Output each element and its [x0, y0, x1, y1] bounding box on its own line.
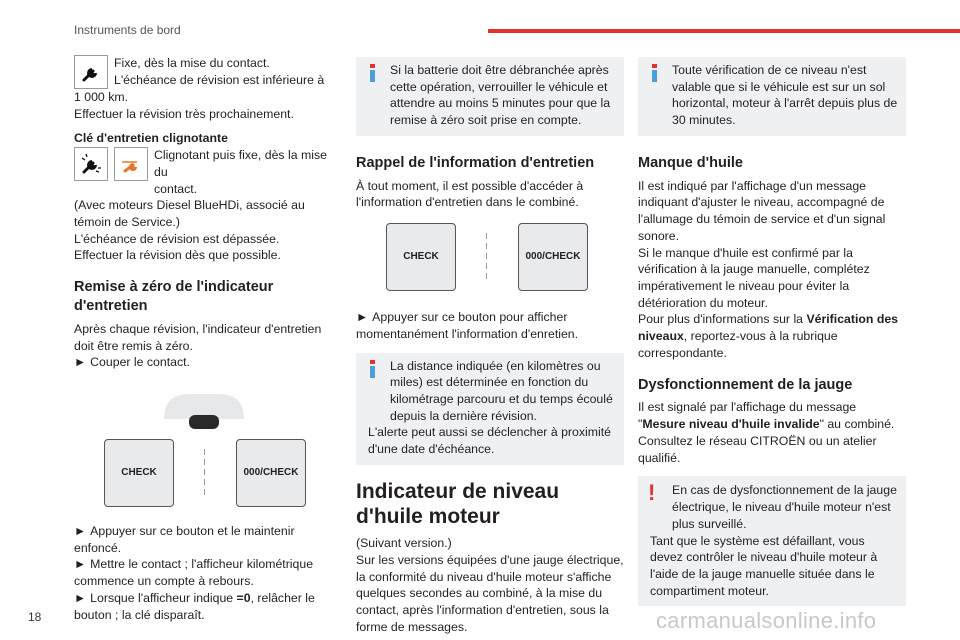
blinking-wrench-icon: [74, 147, 108, 181]
orange-wrench-icon: [114, 147, 148, 181]
column-3: [638, 55, 906, 606]
text: À tout moment, il est possible d'accéder à l'information d'entretien dans le combiné.: [356, 178, 584, 210]
arrow-icon: ►: [74, 557, 87, 572]
text: Pour plus d'informations sur la Vérification des niveaux, reportez-vous à la rubrique correspondante.: [638, 312, 899, 360]
note-text: Si la batterie doit être débranchée après cette opération, verrouiller le véhicule et attendre au moins 5 minutes pour que la remise à zéro soit prise en compte.: [390, 63, 611, 128]
text: Il est indiqué par l'affichage d'un message indiquant d'ajuster le niveau, accompagné de l'allumage du témoin de service et d'un signal sonore.: [638, 178, 886, 243]
instrument-cluster-illustration: [74, 381, 342, 515]
page-number: 18: [28, 610, 42, 624]
display-000-check: 000/CHECK: [236, 439, 306, 507]
note-text: La distance indiquée (en kilomètres ou miles) est déterminée en fonction du kilométrage parcouru et du temps écoulé depuis la dernière révision.: [390, 358, 613, 423]
fixed-wrench-block: [74, 55, 342, 89]
text: contact.: [154, 181, 198, 196]
step: ► Appuyer sur ce bouton pour afficher momentanément l'information d'enretien.: [356, 310, 579, 341]
column-2: [356, 55, 624, 636]
blinking-wrench-block: [74, 147, 342, 197]
info-icon: [365, 360, 381, 378]
text: Effectuer la révision très prochainement.: [74, 106, 294, 121]
warning-note-gauge: [638, 476, 906, 606]
note-text: L'alerte peut aussi se déclencher à proximité d'une date d'échéance.: [368, 425, 611, 457]
step: ► Couper le contact.: [74, 355, 190, 370]
text: 1 000 km.: [74, 90, 128, 104]
separator: [486, 233, 487, 283]
text: (Suivant version.): [356, 536, 452, 551]
warning-icon: !: [648, 480, 656, 506]
wrench-icon: [74, 55, 108, 89]
column-1: [74, 55, 342, 623]
text: Effectuer la révision dès que possible.: [74, 248, 281, 263]
text: Après chaque révision, l'indicateur d'entretien doit être remis à zéro.: [74, 321, 322, 353]
arrow-icon: ►: [74, 590, 87, 605]
running-header: Instruments de bord: [74, 23, 181, 37]
note-text: Toute vérification de ce niveau n'est valable que si le véhicule est sur un sol horizontal, moteur à l'arrêt depuis plus de 30 minutes.: [672, 63, 898, 128]
text: Fixe, dès la mise du contact.: [114, 56, 270, 70]
info-note-battery: [356, 57, 624, 136]
section-heading-oil-level: Indicateur de niveau d'huile moteur: [356, 479, 560, 529]
section-heading-gauge-fault: Dysfonctionnement de la jauge: [638, 376, 853, 393]
step: ► Lorsque l'afficheur indique =0, relâcher le bouton ; la clé disparaît.: [74, 590, 315, 622]
note-text: Tant que le système est défaillant, vous devez contrôler le niveau d'huile moteur à l'aide de la jauge manuelle située dans le compartiment moteur.: [650, 533, 878, 598]
header-accent-bar: [488, 29, 960, 33]
text: Sur les versions équipées d'une jauge électrique, la conformité du niveau d'huile moteur s'affiche quelques secondes au combiné, à la mise du contact, après l'information d'entretien, sous la forme de messages.: [356, 553, 624, 634]
text: Si le manque d'huile est confirmé par la vérification à la jauge manuelle, complétez impérativement le niveau pour éviter la détérioration du moteur.: [638, 245, 870, 310]
text: Il est signalé par l'affichage du message "Mesure niveau d'huile invalide" au combiné. Consultez le réseau CITROËN ou un atelier qualifié.: [638, 400, 895, 465]
info-note-level-check: [638, 57, 906, 136]
arrow-icon: ►: [74, 524, 87, 539]
section-heading-recall: Rappel de l'information d'entretien: [356, 154, 595, 171]
text: témoin de Service.): [74, 215, 180, 230]
display-check: CHECK: [104, 439, 174, 507]
info-icon: [647, 64, 663, 82]
text: L'échéance de révision est inférieure à: [114, 72, 325, 87]
info-icon: [365, 64, 381, 82]
blink-heading: Clé d'entretien clignotante: [74, 131, 228, 146]
note-text: En cas de dysfonctionnement de la jauge électrique, le niveau d'huile moteur n'est plus surveillé.: [672, 483, 897, 531]
section-heading-reset: Remise à zéro de l'indicateur d'entretien: [74, 279, 274, 315]
display-000-check: 000/CHECK: [518, 223, 588, 291]
step: ► Appuyer sur ce bouton et le maintenir enfoncé.: [74, 524, 295, 555]
section-heading-low-oil: Manque d'huile: [638, 154, 743, 171]
separator: [204, 449, 205, 499]
info-note-distance: [356, 353, 624, 465]
ignition-key-icon: [159, 389, 249, 429]
text: L'échéance de révision est dépassée.: [74, 231, 280, 246]
text: Clignotant puis fixe, dès la mise du: [154, 148, 327, 179]
instrument-cluster-illustration: [356, 221, 624, 301]
text: (Avec moteurs Diesel BlueHDi, associé au: [74, 198, 305, 213]
arrow-icon: ►: [74, 355, 87, 370]
step: ► Mettre le contact ; l'afficheur kilométrique commence un compte à rebours.: [74, 557, 314, 589]
arrow-icon: ►: [356, 310, 369, 325]
display-check: CHECK: [386, 223, 456, 291]
watermark: carmanualsonline.info: [656, 608, 877, 633]
